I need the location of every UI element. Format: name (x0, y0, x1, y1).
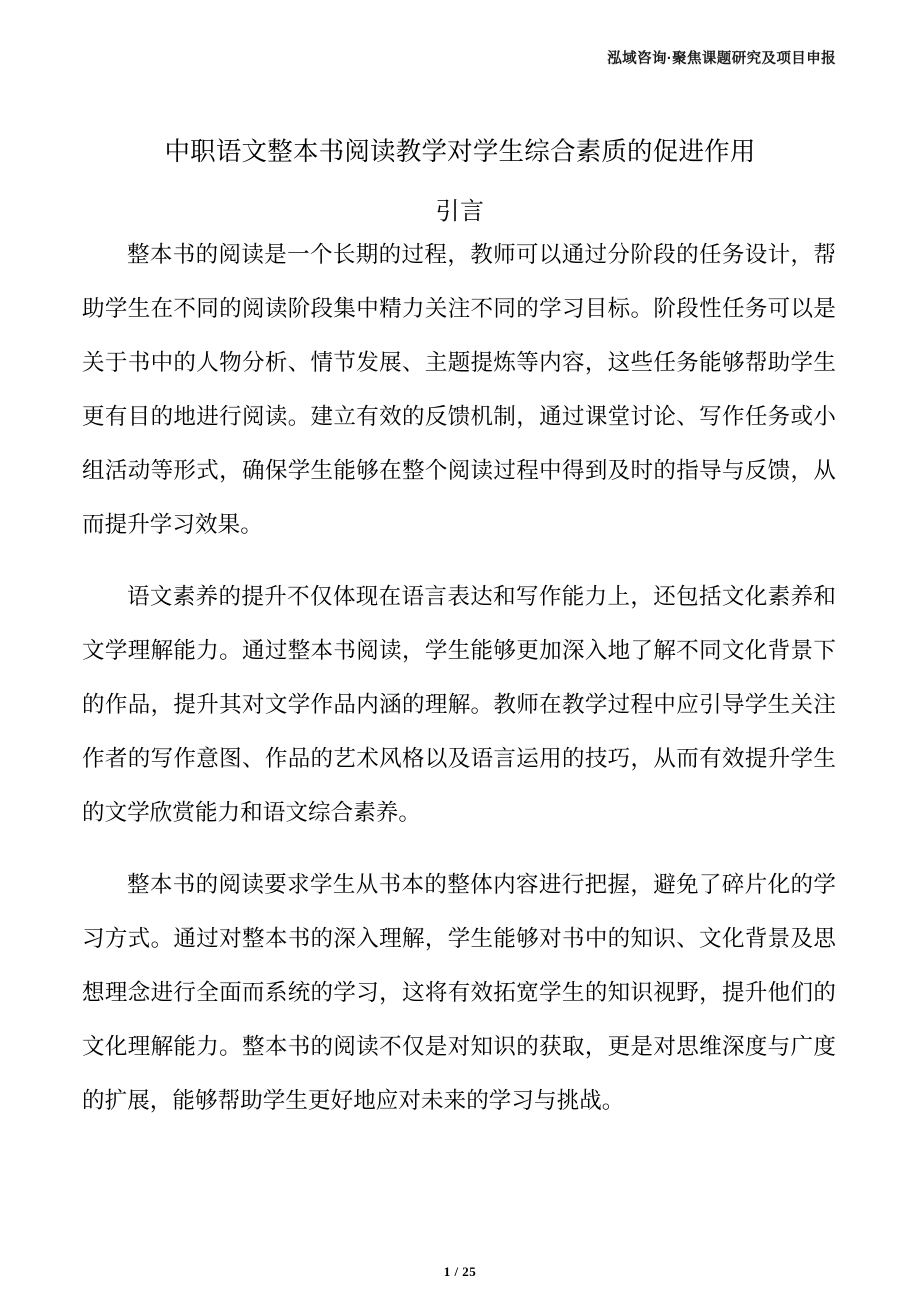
body-text-block (82, 228, 836, 1128)
body-paragraph: 整本书的阅读要求学生从书本的整体内容进行把握，避免了碎片化的学习方式。通过对整本书的深入理解，学生能够对书中的知识、文化背景及思想理念进行全面而系统的学习，这将有效拓宽学生的知识视野，提升他们的文化理解能力。整本书的阅读不仅是对知识的获取，更是对思维深度与广度的扩展，能够帮助学生更好地应对未来的学习与挑战。 (82, 872, 836, 1113)
section-heading-introduction: 引言 (435, 197, 485, 225)
body-paragraph: 语文素养的提升不仅体现在语言表达和写作能力上，还包括文化素养和文学理解能力。通过整本书阅读，学生能够更加深入地了解不同文化背景下的作品，提升其对文学作品内涵的理解。教师在教学过程中应引导学生关注作者的写作意图、作品的艺术风格以及语言运用的技巧，从而有效提升学生的文学欣赏能力和语文综合素养。 (82, 584, 836, 825)
page-title: 中职语文整本书阅读教学对学生综合素质的促进作用 (164, 138, 756, 167)
body-paragraph: 整本书的阅读是一个长期的过程，教师可以通过分阶段的任务设计，帮助学生在不同的阅读阶段集中精力关注不同的学习目标。阶段性任务可以是关于书中的人物分析、情节发展、主题提炼等内容，这些任务能够帮助学生更有目的地进行阅读。建立有效的反馈机制，通过课堂讨论、写作任务或小组活动等形式，确保学生能够在整个阅读过程中得到及时的指导与反馈，从而提升学习效果。 (82, 242, 836, 537)
page-number-footer: 1 / 25 (443, 1264, 477, 1279)
running-header: 泓域咨询·聚焦课题研究及项目申报 (607, 51, 836, 67)
